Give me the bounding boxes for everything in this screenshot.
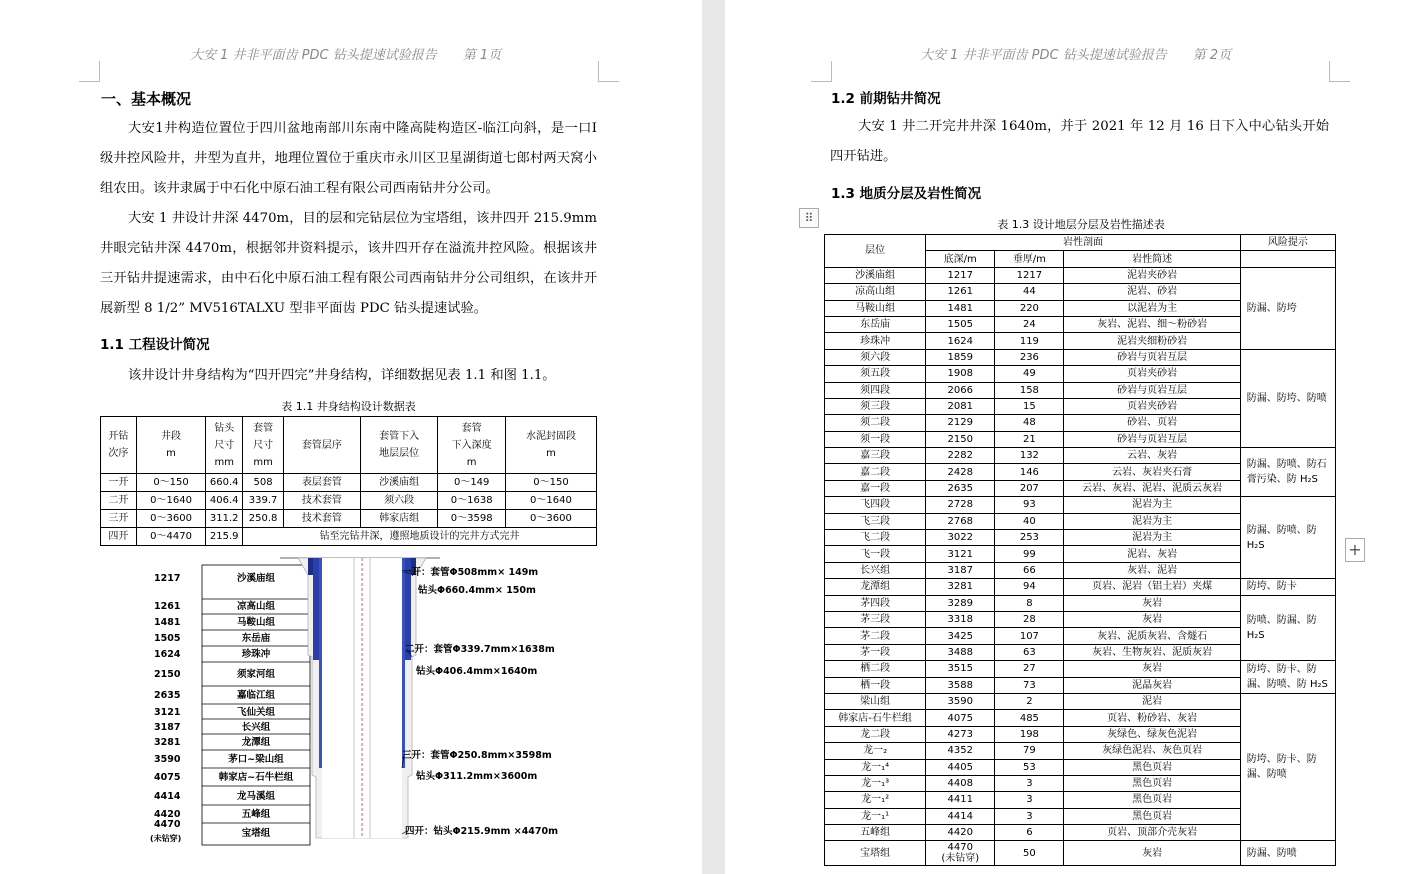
table-cell: 339.7 <box>243 492 284 510</box>
table-cell: 660.4 <box>206 474 243 492</box>
formation-depth: 1261 <box>154 601 181 612</box>
table-cell: 3121 <box>926 546 995 562</box>
table-cell: 防漏、防喷 <box>1240 841 1335 866</box>
table-cell: 东岳庙 <box>825 316 926 332</box>
table-cell: 长兴组 <box>825 562 926 578</box>
table-header-cell: 开钻 次序 <box>101 417 137 474</box>
table-cell: 311.2 <box>206 510 243 528</box>
table-cell: 飞二段 <box>825 530 926 546</box>
table-cell: 云岩、灰岩 <box>1064 448 1240 464</box>
table-cell: 嘉一段 <box>825 480 926 496</box>
formation-name: 五峰组 <box>241 809 271 820</box>
table-cell: 215.9 <box>206 528 243 546</box>
page-gap <box>702 0 725 874</box>
table-cell: 0～4470 <box>136 528 206 546</box>
table-cell: 韩家店-石牛栏组 <box>825 710 926 726</box>
table-cell: 2428 <box>926 464 995 480</box>
page-header: 大安 1 井非平面齿 PDC 钻头提速试验报告 第 1页 <box>190 48 502 63</box>
table-cell: 砂岩、页岩 <box>1064 415 1240 431</box>
table-row <box>101 474 597 492</box>
add-row-button[interactable]: + <box>1345 538 1365 562</box>
table-cell: 钻至完钻井深，遵照地质设计的完井方式完井 <box>243 528 597 546</box>
table-cell: 飞三段 <box>825 513 926 529</box>
table-cell: 灰岩、泥岩 <box>1064 562 1240 578</box>
table-row <box>825 693 1336 709</box>
page-header: 大安 1 井非平面齿 PDC 钻头提速试验报告 第 2页 <box>920 48 1232 63</box>
formation-depth: 1624 <box>154 649 181 660</box>
table-cell: 4414 <box>926 808 995 824</box>
risk-cell: 防漏、防垮 <box>1240 267 1335 349</box>
document-page-1 <box>0 0 702 874</box>
table-cell: 凉高山组 <box>825 284 926 300</box>
table-cell: 2150 <box>926 431 995 447</box>
table-header-cell: 套管 尺寸 mm <box>243 417 284 474</box>
table-cell: 技术套管 <box>284 510 361 528</box>
formation-depth: 2150 <box>154 669 181 680</box>
table-cell: 一开 <box>101 474 137 492</box>
table-cell: 龙一₁¹ <box>825 808 926 824</box>
table-cell: 灰绿色泥岩、灰色页岩 <box>1064 743 1240 759</box>
formation-name: 沙溪庙组 <box>236 573 276 584</box>
table-cell: 页岩、顶部介壳灰岩 <box>1064 825 1240 841</box>
table-cell: 灰岩、泥岩、细～粉砂岩 <box>1064 316 1240 332</box>
casing-label: 二开：套管Φ339.7mm×1638m <box>405 644 555 655</box>
formation-name: 宝塔组 <box>241 828 271 839</box>
table-cell: 4411 <box>926 792 995 808</box>
table-cell: 1217 <box>926 267 995 283</box>
table-cell: 0～1638 <box>438 492 505 510</box>
table-cell: 28 <box>995 611 1064 627</box>
table-cell: 韩家店组 <box>360 510 438 528</box>
table-cell: 99 <box>995 546 1064 562</box>
table-cell: 1261 <box>926 284 995 300</box>
risk-cell: 防漏、防喷、防 H₂S <box>1240 497 1335 579</box>
table-header-row <box>101 417 597 474</box>
table-cell: 0～1640 <box>136 492 206 510</box>
margin-corner-mark <box>811 61 832 82</box>
subsection-heading: 1.1 工程设计简况 <box>100 337 210 353</box>
formation-name: 飞仙关组 <box>236 707 276 718</box>
table-cell: 云岩、灰岩、泥岩、泥质云灰岩 <box>1064 480 1240 496</box>
formation-depth: 3187 <box>154 722 181 733</box>
table-cell: 以泥岩为主 <box>1064 300 1240 316</box>
table-cell: 0～3598 <box>438 510 505 528</box>
table-cell: 15 <box>995 398 1064 414</box>
table-cell: 3 <box>995 808 1064 824</box>
table-cell: 79 <box>995 743 1064 759</box>
table-cell: 3590 <box>926 693 995 709</box>
stratigraphy-table <box>824 234 1336 866</box>
formation-name: 须家河组 <box>236 669 276 680</box>
table-cell: 107 <box>995 628 1064 644</box>
table-cell: 页岩夹砂岩 <box>1064 398 1240 414</box>
table-cell: 2728 <box>926 497 995 513</box>
table-cell: 0～150 <box>136 474 206 492</box>
table-row <box>825 267 1336 283</box>
formation-name: 东岳庙 <box>241 633 271 644</box>
casing-label: 钻头Φ660.4mm× 150m <box>418 585 536 596</box>
table-cell: 砂岩与页岩互层 <box>1064 349 1240 365</box>
formation-depth: 3590 <box>154 754 181 765</box>
table-cell: 8 <box>995 595 1064 611</box>
table-cell: 茅三段 <box>825 611 926 627</box>
table-cell: 页岩夹砂岩 <box>1064 366 1240 382</box>
formation-name: 韩家店~石牛栏组 <box>218 772 294 783</box>
table-header-cell: 风险提示 <box>1240 235 1335 251</box>
formation-name: 凉高山组 <box>236 601 276 612</box>
table-cell: 40 <box>995 513 1064 529</box>
formation-note: (未钻穿) <box>150 834 182 843</box>
table-header-cell: 岩性简述 <box>1064 251 1240 267</box>
table-header-cell: 钻头 尺寸 mm <box>206 417 243 474</box>
table-cell: 44 <box>995 284 1064 300</box>
table-cell: 泥岩、灰岩 <box>1064 546 1240 562</box>
table-cell: 3187 <box>926 562 995 578</box>
table-caption: 表 1.3 设计地层分层及岩性描述表 <box>997 218 1165 231</box>
table-cell: 沙溪庙组 <box>360 474 438 492</box>
table-cell: 1217 <box>995 267 1064 283</box>
table-cell: 页岩、粉砂岩、灰岩 <box>1064 710 1240 726</box>
table-cell: 龙一₁³ <box>825 775 926 791</box>
table-cell: 4405 <box>926 759 995 775</box>
table-cell: 灰岩、生物灰岩、泥质灰岩 <box>1064 644 1240 660</box>
table-cell: 0～1640 <box>505 492 596 510</box>
table-cell: 黑色页岩 <box>1064 808 1240 824</box>
table-cell: 龙潭组 <box>825 579 926 595</box>
table-cell: 须六段 <box>825 349 926 365</box>
table-cell: 泥岩夹细粉砂岩 <box>1064 333 1240 349</box>
table-cell: 2081 <box>926 398 995 414</box>
table-cell: 页岩、泥岩（铝土岩）夹煤 <box>1064 579 1240 595</box>
paragraph: 该井设计井身结构为“四开四完”井身结构，详细数据见表 1.1 和图 1.1。 <box>128 368 556 383</box>
subsection-heading: 1.3 地质分层及岩性简况 <box>831 186 982 202</box>
table-cell: 1505 <box>926 316 995 332</box>
table-cell: 4075 <box>926 710 995 726</box>
casing-label: 三开：套管Φ250.8mm×3598m <box>402 750 552 761</box>
table-cell: 泥岩为主 <box>1064 497 1240 513</box>
formation-depth: 1481 <box>154 617 181 628</box>
table-cell: 表层套管 <box>284 474 361 492</box>
table-cell: 灰岩 <box>1064 611 1240 627</box>
formation-depth: 4470 <box>154 819 181 830</box>
table-cell: 须二段 <box>825 415 926 431</box>
table-cell: 119 <box>995 333 1064 349</box>
table-cell: 砂岩与页岩互层 <box>1064 431 1240 447</box>
table-cell: 50 <box>995 841 1064 866</box>
table-cell: 飞四段 <box>825 497 926 513</box>
table-cell: 茅一段 <box>825 644 926 660</box>
table-header-cell: 水泥封固段 m <box>505 417 596 474</box>
table-cell: 黑色页岩 <box>1064 792 1240 808</box>
table-cell: 2129 <box>926 415 995 431</box>
risk-cell: 防垮、防卡、防漏、防喷 <box>1240 693 1335 841</box>
table-cell: 93 <box>995 497 1064 513</box>
table-row <box>825 595 1336 611</box>
table-cell: 1481 <box>926 300 995 316</box>
casing-label: 钻头Φ406.4mm×1640m <box>416 666 538 677</box>
table-cell: 6 <box>995 825 1064 841</box>
table-cell: 3318 <box>926 611 995 627</box>
table-cell: 485 <box>995 710 1064 726</box>
table-row <box>825 497 1336 513</box>
table-cell: 3022 <box>926 530 995 546</box>
table-row <box>825 579 1336 595</box>
table-cell: 250.8 <box>243 510 284 528</box>
table-cell: 嘉三段 <box>825 448 926 464</box>
casing-label: 四开：钻头Φ215.9mm ×4470m <box>405 826 559 837</box>
formation-name: 龙马溪组 <box>236 791 276 802</box>
risk-cell: 防漏、防垮、防喷 <box>1240 349 1335 447</box>
table-cell: 4352 <box>926 743 995 759</box>
table-cell: 灰岩、泥质灰岩、含燧石 <box>1064 628 1240 644</box>
table-cell: 黑色页岩 <box>1064 775 1240 791</box>
table-cell: 236 <box>995 349 1064 365</box>
formation-name: 龙潭组 <box>241 737 271 748</box>
table-cell: 508 <box>243 474 284 492</box>
table-cell: 茅二段 <box>825 628 926 644</box>
table-cell: 2282 <box>926 448 995 464</box>
table-cell: 泥岩夹砂岩 <box>1064 267 1240 283</box>
table-cell: 栖一段 <box>825 677 926 693</box>
table-row <box>825 448 1336 464</box>
table-cell: 3515 <box>926 661 995 677</box>
table-cell: 3 <box>995 775 1064 791</box>
production-casing <box>402 558 405 768</box>
table-cell: 4420 <box>926 825 995 841</box>
table-cell: 66 <box>995 562 1064 578</box>
table-cell: 1859 <box>926 349 995 365</box>
table-cell: 27 <box>995 661 1064 677</box>
risk-cell: 防垮、防卡、防漏、防喷、防 H₂S <box>1240 661 1335 694</box>
table-header-cell: 层位 <box>825 235 926 268</box>
table-cell: 灰岩 <box>1064 661 1240 677</box>
table-cell: 2635 <box>926 480 995 496</box>
table-cell: 龙一₁² <box>825 792 926 808</box>
margin-corner-mark <box>79 61 100 82</box>
table-row <box>825 841 1336 866</box>
table-header-cell: 岩性剖面 <box>926 235 1241 251</box>
table-cell: 灰岩 <box>1064 841 1240 866</box>
casing-label: 一开：套管Φ508mm× 149m <box>402 567 539 578</box>
formation-name: 茅口~梁山组 <box>228 754 284 765</box>
table-cell: 嘉二段 <box>825 464 926 480</box>
table-cell: 3425 <box>926 628 995 644</box>
table-cell: 48 <box>995 415 1064 431</box>
formation-depth: 4420 <box>154 809 181 820</box>
table-cell: 砂岩与页岩互层 <box>1064 382 1240 398</box>
margin-corner-mark <box>598 61 619 82</box>
table-cell: 梁山组 <box>825 693 926 709</box>
table-header-cell: 底深/m <box>926 251 995 267</box>
table-cell: 1908 <box>926 366 995 382</box>
table-cell: 灰岩 <box>1064 595 1240 611</box>
table-cell: 须一段 <box>825 431 926 447</box>
table-cell: 二开 <box>101 492 137 510</box>
formation-name: 长兴组 <box>241 722 271 733</box>
table-header-row <box>825 235 1336 251</box>
formation-depth: 3281 <box>154 737 181 748</box>
table-cell: 五峰组 <box>825 825 926 841</box>
formation-depth: 1217 <box>154 573 181 584</box>
table-cell: 云岩、灰岩夹石膏 <box>1064 464 1240 480</box>
table-cell: 49 <box>995 366 1064 382</box>
margin-corner-mark <box>1329 61 1350 82</box>
table-cell: 207 <box>995 480 1064 496</box>
table-cell: 龙一₁⁴ <box>825 759 926 775</box>
risk-cell: 防垮、防卡 <box>1240 579 1335 595</box>
table-cell: 泥岩为主 <box>1064 530 1240 546</box>
surface-casing <box>308 558 313 575</box>
table-header-cell: 套管层序 <box>284 417 361 474</box>
table-header-cell: 垂厚/m <box>995 251 1064 267</box>
table-cell: 0～149 <box>438 474 505 492</box>
table-cell: 2 <box>995 693 1064 709</box>
production-casing <box>319 558 322 768</box>
table-cell: 4408 <box>926 775 995 791</box>
formation-depth: 4075 <box>154 772 181 783</box>
table-cell: 53 <box>995 759 1064 775</box>
table-header-cell <box>1240 251 1335 267</box>
formation-name: 嘉临江组 <box>236 690 276 701</box>
table-cell: 146 <box>995 464 1064 480</box>
table-row <box>101 528 597 546</box>
table-cell: 飞一段 <box>825 546 926 562</box>
table-cell: 198 <box>995 726 1064 742</box>
table-cell: 龙一₂ <box>825 743 926 759</box>
table-cell: 0～150 <box>505 474 596 492</box>
table-cell: 四开 <box>101 528 137 546</box>
well-structure-diagram <box>140 555 560 855</box>
table-cell: 253 <box>995 530 1064 546</box>
table-cell: 泥岩 <box>1064 693 1240 709</box>
subsection-heading: 1.2 前期钻井简况 <box>831 91 941 107</box>
formation-depth: 2635 <box>154 690 181 701</box>
risk-cell: 防喷、防漏、防 H₂S <box>1240 595 1335 661</box>
table-row <box>101 510 597 528</box>
intermediate-casing <box>313 558 319 660</box>
table-cell: 3281 <box>926 579 995 595</box>
table-cell: 须六段 <box>360 492 438 510</box>
table-cell: 茅四段 <box>825 595 926 611</box>
table-cell: 24 <box>995 316 1064 332</box>
formation-depth: 4414 <box>154 791 181 802</box>
paragraph: 大安 1 井二开完井井深 1640m，并于 2021 年 12 月 16 日下入中心钻头开始四开钻进。 <box>830 119 1329 164</box>
table-header-cell: 井段 m <box>136 417 206 474</box>
formation-name: 珍珠冲 <box>241 649 271 660</box>
formation-depth: 3121 <box>154 707 181 718</box>
table-cell: 220 <box>995 300 1064 316</box>
table-cell: 马鞍山组 <box>825 300 926 316</box>
table-cell: 黑色页岩 <box>1064 759 1240 775</box>
formation-depth: 1505 <box>154 633 181 644</box>
table-header-cell: 套管下入 地层层位 <box>360 417 438 474</box>
table-cell: 73 <box>995 677 1064 693</box>
table-cell: 3289 <box>926 595 995 611</box>
casing-label: 钻头Φ311.2mm×3600m <box>416 771 538 782</box>
table-cell: 158 <box>995 382 1064 398</box>
paragraph: 大安1井构造位置位于四川盆地南部川东南中隆高陡构造区-临江向斜，是一口Ⅰ级井控风险井，井型为直井，地理位置位于重庆市永川区卫星湖街道七郎村两天窝小组农田。该井隶属于中石化中原石油工程有限公司西南钻井分公司。 <box>100 121 597 196</box>
table-cell: 须四段 <box>825 382 926 398</box>
table-cell: 94 <box>995 579 1064 595</box>
table-cell: 三开 <box>101 510 137 528</box>
paragraph: 大安 1 井设计井深 4470m，目的层和完钻层位为宝塔组，该井四开 215.9mm 井眼完钻井深 4470m，根据邻井资料提示，该井四开存在溢流井控风险。根据该井三开钻井提速需求，由中石化中原石油工程有限公司西南钻井分公司组织，在该井开展新型 8 1/2” MV516TALXU 型非平面齿 PDC 钻头提速试验。 <box>100 211 597 316</box>
table-cell: 技术套管 <box>284 492 361 510</box>
table-cell: 泥岩、砂岩 <box>1064 284 1240 300</box>
table-move-handle[interactable]: ⠿ <box>799 208 819 228</box>
table-row <box>825 349 1336 365</box>
table-cell: 2066 <box>926 382 995 398</box>
table-cell: 406.4 <box>206 492 243 510</box>
table-cell: 0～3600 <box>505 510 596 528</box>
risk-cell: 防漏、防喷、防石膏污染、防 H₂S <box>1240 448 1335 497</box>
table-cell: 宝塔组 <box>825 841 926 866</box>
section-heading: 一、基本概况 <box>101 90 192 108</box>
table-cell: 2768 <box>926 513 995 529</box>
table-cell: 21 <box>995 431 1064 447</box>
table-cell: 63 <box>995 644 1064 660</box>
table-cell: 龙二段 <box>825 726 926 742</box>
table-cell: 4273 <box>926 726 995 742</box>
table-cell: 3 <box>995 792 1064 808</box>
table-cell: 132 <box>995 448 1064 464</box>
table-cell: 须三段 <box>825 398 926 414</box>
table-caption: 表 1.1 井身结构设计数据表 <box>281 400 416 413</box>
table-row <box>825 661 1336 677</box>
table-cell: 4470 (未钻穿) <box>926 841 995 866</box>
table-cell: 3488 <box>926 644 995 660</box>
table-cell: 栖二段 <box>825 661 926 677</box>
formation-name: 马鞍山组 <box>236 617 276 628</box>
table-cell: 泥岩为主 <box>1064 513 1240 529</box>
table-cell: 灰绿色、绿灰色泥岩 <box>1064 726 1240 742</box>
table-cell: 1624 <box>926 333 995 349</box>
table-cell: 须五段 <box>825 366 926 382</box>
table-cell: 珍珠冲 <box>825 333 926 349</box>
table-cell: 0～3600 <box>136 510 206 528</box>
casing-design-table <box>100 416 597 546</box>
table-cell: 泥晶灰岩 <box>1064 677 1240 693</box>
table-cell: 沙溪庙组 <box>825 267 926 283</box>
table-cell: 3588 <box>926 677 995 693</box>
table-row <box>101 492 597 510</box>
table-header-cell: 套管 下入深度 m <box>438 417 505 474</box>
